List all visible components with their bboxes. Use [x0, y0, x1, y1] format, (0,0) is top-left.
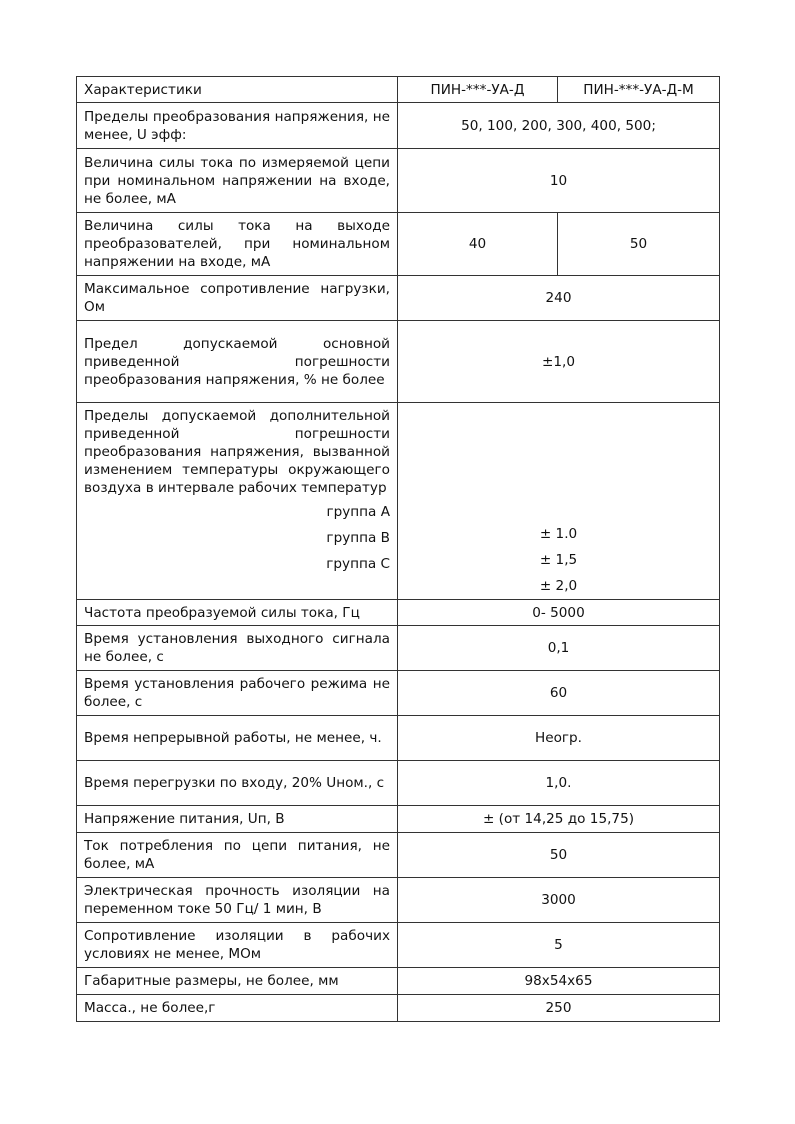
row-value: Неогр. [398, 716, 720, 761]
row-label: Величина силы тока по измеряемой цепи при номинальном напряжении на входе, не более, мА [77, 149, 398, 213]
row-value: ± (от 14,25 до 15,75) [398, 806, 720, 833]
table-row [77, 103, 720, 149]
table-row [77, 321, 720, 403]
row-label: Частота преобразуемой силы тока, Гц [77, 600, 398, 626]
table-row [77, 833, 720, 878]
row-label: Пределы преобразования напряжения, не менее, U эфф: [77, 103, 398, 149]
row-value: ±1,0 [398, 321, 720, 403]
row-label: Предел допускаемой основной приведенной погрешности преобразования напряжения, % не более [77, 321, 398, 403]
row-value: 60 [398, 671, 720, 716]
group-value: ± 1.0 [539, 526, 578, 542]
table-row [77, 276, 720, 321]
row-label: Время непрерывной работы, не менее, ч. [77, 716, 398, 761]
group-value: ± 2,0 [539, 578, 578, 594]
specifications-table [76, 76, 720, 1022]
row-value: 50, 100, 200, 300, 400, 500; [398, 103, 720, 149]
row-value: 10 [398, 149, 720, 213]
group-label: группа С [326, 556, 390, 572]
row-label: Сопротивление изоляции в рабочих условиях не менее, МОм [77, 923, 398, 968]
row-value: 98х54х65 [398, 968, 720, 995]
row-value: 3000 [398, 878, 720, 923]
table-row [77, 671, 720, 716]
row-value: 0- 5000 [398, 600, 720, 626]
table-row [77, 716, 720, 761]
row-value: 0,1 [398, 626, 720, 671]
row-label: Время перегрузки по входу, 20% Uном., с [77, 761, 398, 806]
table-row [77, 806, 720, 833]
row-label: Напряжение питания, Uп, В [77, 806, 398, 833]
table-row [77, 626, 720, 671]
table-header-row [77, 77, 720, 103]
table-row [77, 403, 720, 600]
header-model-1: ПИН-***-УА-Д [398, 77, 558, 103]
row-value: 50 [398, 833, 720, 878]
row-value-model-1: 40 [398, 213, 558, 276]
row-label: Величина силы тока на выходе преобразователей, при номинальном напряжении на входе, мА [77, 213, 398, 276]
table-row [77, 213, 720, 276]
row-label: Масса., не более,г [77, 995, 398, 1022]
table-row [77, 761, 720, 806]
row-label: Электрическая прочность изоляции на переменном токе 50 Гц/ 1 мин, В [77, 878, 398, 923]
row-value: 240 [398, 276, 720, 321]
row-value: 250 [398, 995, 720, 1022]
row-label: Пределы допускаемой дополнительной приведенной погрешности преобразования напряжения, вызванной изменением температуры окружающего воздуха в интервале рабочих температур [84, 408, 390, 496]
row-value-model-2: 50 [558, 213, 720, 276]
table-row [77, 995, 720, 1022]
group-label: группа А [326, 504, 390, 520]
row-label: Ток потребления по цепи питания, не более, мА [77, 833, 398, 878]
table-row [77, 600, 720, 626]
row-label: Время установления рабочего режима не более, с [77, 671, 398, 716]
row-label: Максимальное сопротивление нагрузки, Ом [77, 276, 398, 321]
group-value: ± 1,5 [539, 552, 578, 568]
header-characteristic: Характеристики [77, 77, 398, 103]
row-label: Время установления выходного сигнала не более, с [77, 626, 398, 671]
row-value: 5 [398, 923, 720, 968]
group-label: группа В [326, 530, 390, 546]
header-model-2: ПИН-***-УА-Д-М [558, 77, 720, 103]
row-label: Габаритные размеры, не более, мм [77, 968, 398, 995]
table-row [77, 149, 720, 213]
table-row [77, 923, 720, 968]
table-row [77, 878, 720, 923]
row-value: 1,0. [398, 761, 720, 806]
table-row [77, 968, 720, 995]
